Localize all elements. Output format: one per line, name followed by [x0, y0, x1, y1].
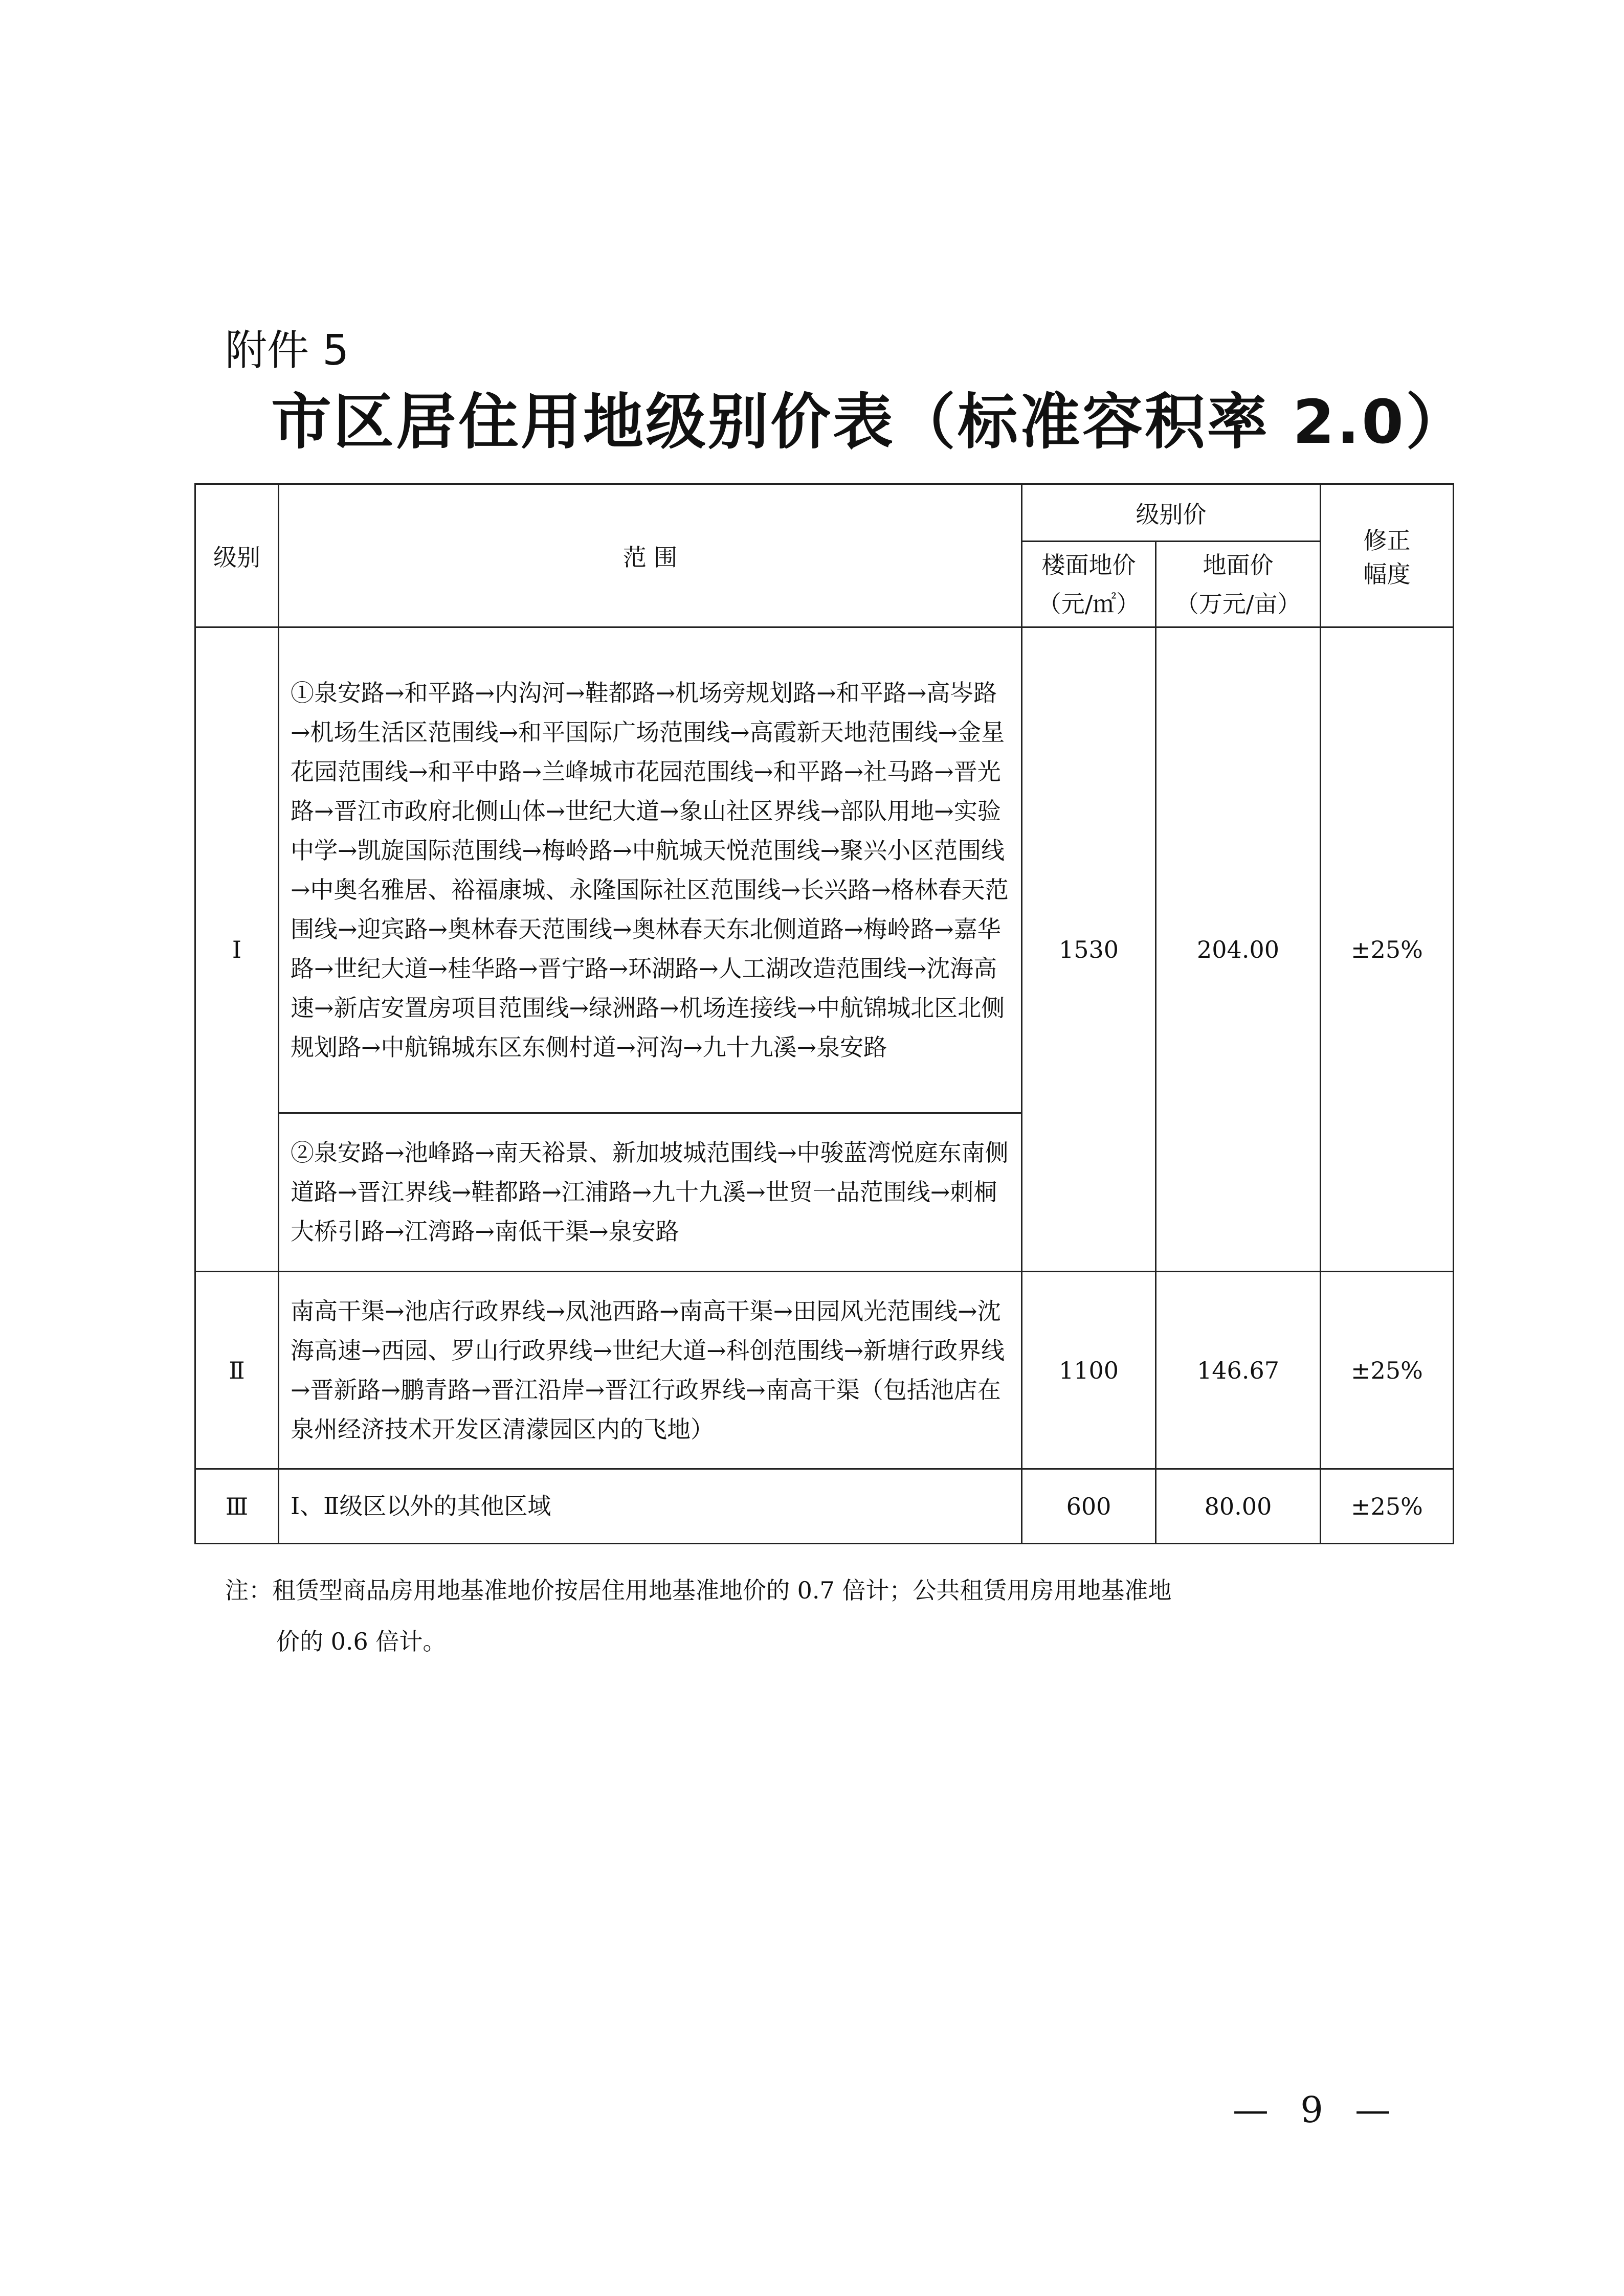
- table-row: [195, 1272, 1454, 1469]
- header-range: 范 围: [279, 484, 1022, 627]
- land-price-cell: 204.00: [1156, 627, 1321, 1272]
- footnote: [225, 1565, 1453, 1667]
- header-adjust: [1321, 484, 1454, 627]
- land-price-cell: 146.67: [1156, 1272, 1321, 1469]
- table-row: [195, 627, 1454, 1113]
- range-cell: 南高干渠→池店行政界线→凤池西路→南高干渠→田园风光范围线→沈海高速→西园、罗山行政界线→世纪大道→科创范围线→新塘行政界线→晋新路→鹏青路→晋江沿岸→晋江行政界线→南高干渠（包括池店在泉州经济技术开发区清濛园区内的飞地）: [279, 1272, 1022, 1469]
- level-cell: Ⅱ: [195, 1272, 279, 1469]
- header-land-price: [1156, 542, 1321, 627]
- level-cell: Ⅰ: [195, 627, 279, 1272]
- adjust-cell: ±25%: [1321, 627, 1454, 1272]
- footnote-line-1: 注：租赁型商品房用地基准地价按居住用地基准地价的 0.7 倍计；公共租赁用房用地基准地: [225, 1577, 1172, 1604]
- footnote-line-2: 价的 0.6 倍计。: [276, 1628, 447, 1655]
- range-cell: ②泉安路→池峰路→南天裕景、新加坡城范围线→中骏蓝湾悦庭东南侧道路→晋江界线→鞋都路→江浦路→九十九溪→世贸一品范围线→刺桐大桥引路→江湾路→南低干渠→泉安路: [279, 1113, 1022, 1272]
- price-table: [194, 483, 1454, 1544]
- level-cell: Ⅲ: [195, 1469, 279, 1544]
- adjust-cell: ±25%: [1321, 1272, 1454, 1469]
- adjust-cell: ±25%: [1321, 1469, 1454, 1544]
- header-level: 级别: [195, 484, 279, 627]
- header-land-price-label: 地面价: [1203, 551, 1274, 579]
- table-row: [195, 1469, 1454, 1544]
- header-level-price: 级别价: [1022, 484, 1321, 542]
- header-adjust-line1: 修正: [1363, 526, 1411, 554]
- header-adjust-line2: 幅度: [1363, 560, 1411, 588]
- header-land-price-unit: （万元/亩）: [1175, 590, 1301, 618]
- header-floor-price-unit: （元/㎡）: [1037, 590, 1140, 618]
- page-number: — 9 —: [1233, 2089, 1401, 2131]
- page-title: 市区居住用地级别价表（标准容积率 2.0）: [271, 387, 1469, 457]
- range-cell: ①泉安路→和平路→内沟河→鞋都路→机场旁规划路→和平路→高岑路→机场生活区范围线→和平国际广场范围线→高霞新天地范围线→金星花园范围线→和平中路→兰峰城市花园范围线→和平路→社马路→晋光路→晋江市政府北侧山体→世纪大道→象山社区界线→部队用地→实验中学→凯旋国际范围线→梅岭路→中航城天悦范围线→聚兴小区范围线→中奥名雅居、裕福康城、永隆国际社区范围线→长兴路→格林春天范围线→迎宾路→奥林春天范围线→奥林春天东北侧道路→梅岭路→嘉华路→世纪大道→桂华路→晋宁路→环湖路→人工湖改造范围线→沈海高速→新店安置房项目范围线→绿洲路→机场连接线→中航锦城北区北侧规划路→中航锦城东区东侧村道→河沟→九十九溪→泉安路: [279, 627, 1022, 1113]
- floor-price-cell: 600: [1022, 1469, 1156, 1544]
- attachment-label: 附件 5: [225, 326, 349, 375]
- range-cell: Ⅰ、Ⅱ级区以外的其他区域: [279, 1469, 1022, 1544]
- header-floor-price-label: 楼面地价: [1041, 551, 1136, 579]
- header-floor-price: [1022, 542, 1156, 627]
- floor-price-cell: 1530: [1022, 627, 1156, 1272]
- table-header-row: [195, 484, 1454, 542]
- land-price-cell: 80.00: [1156, 1469, 1321, 1544]
- floor-price-cell: 1100: [1022, 1272, 1156, 1469]
